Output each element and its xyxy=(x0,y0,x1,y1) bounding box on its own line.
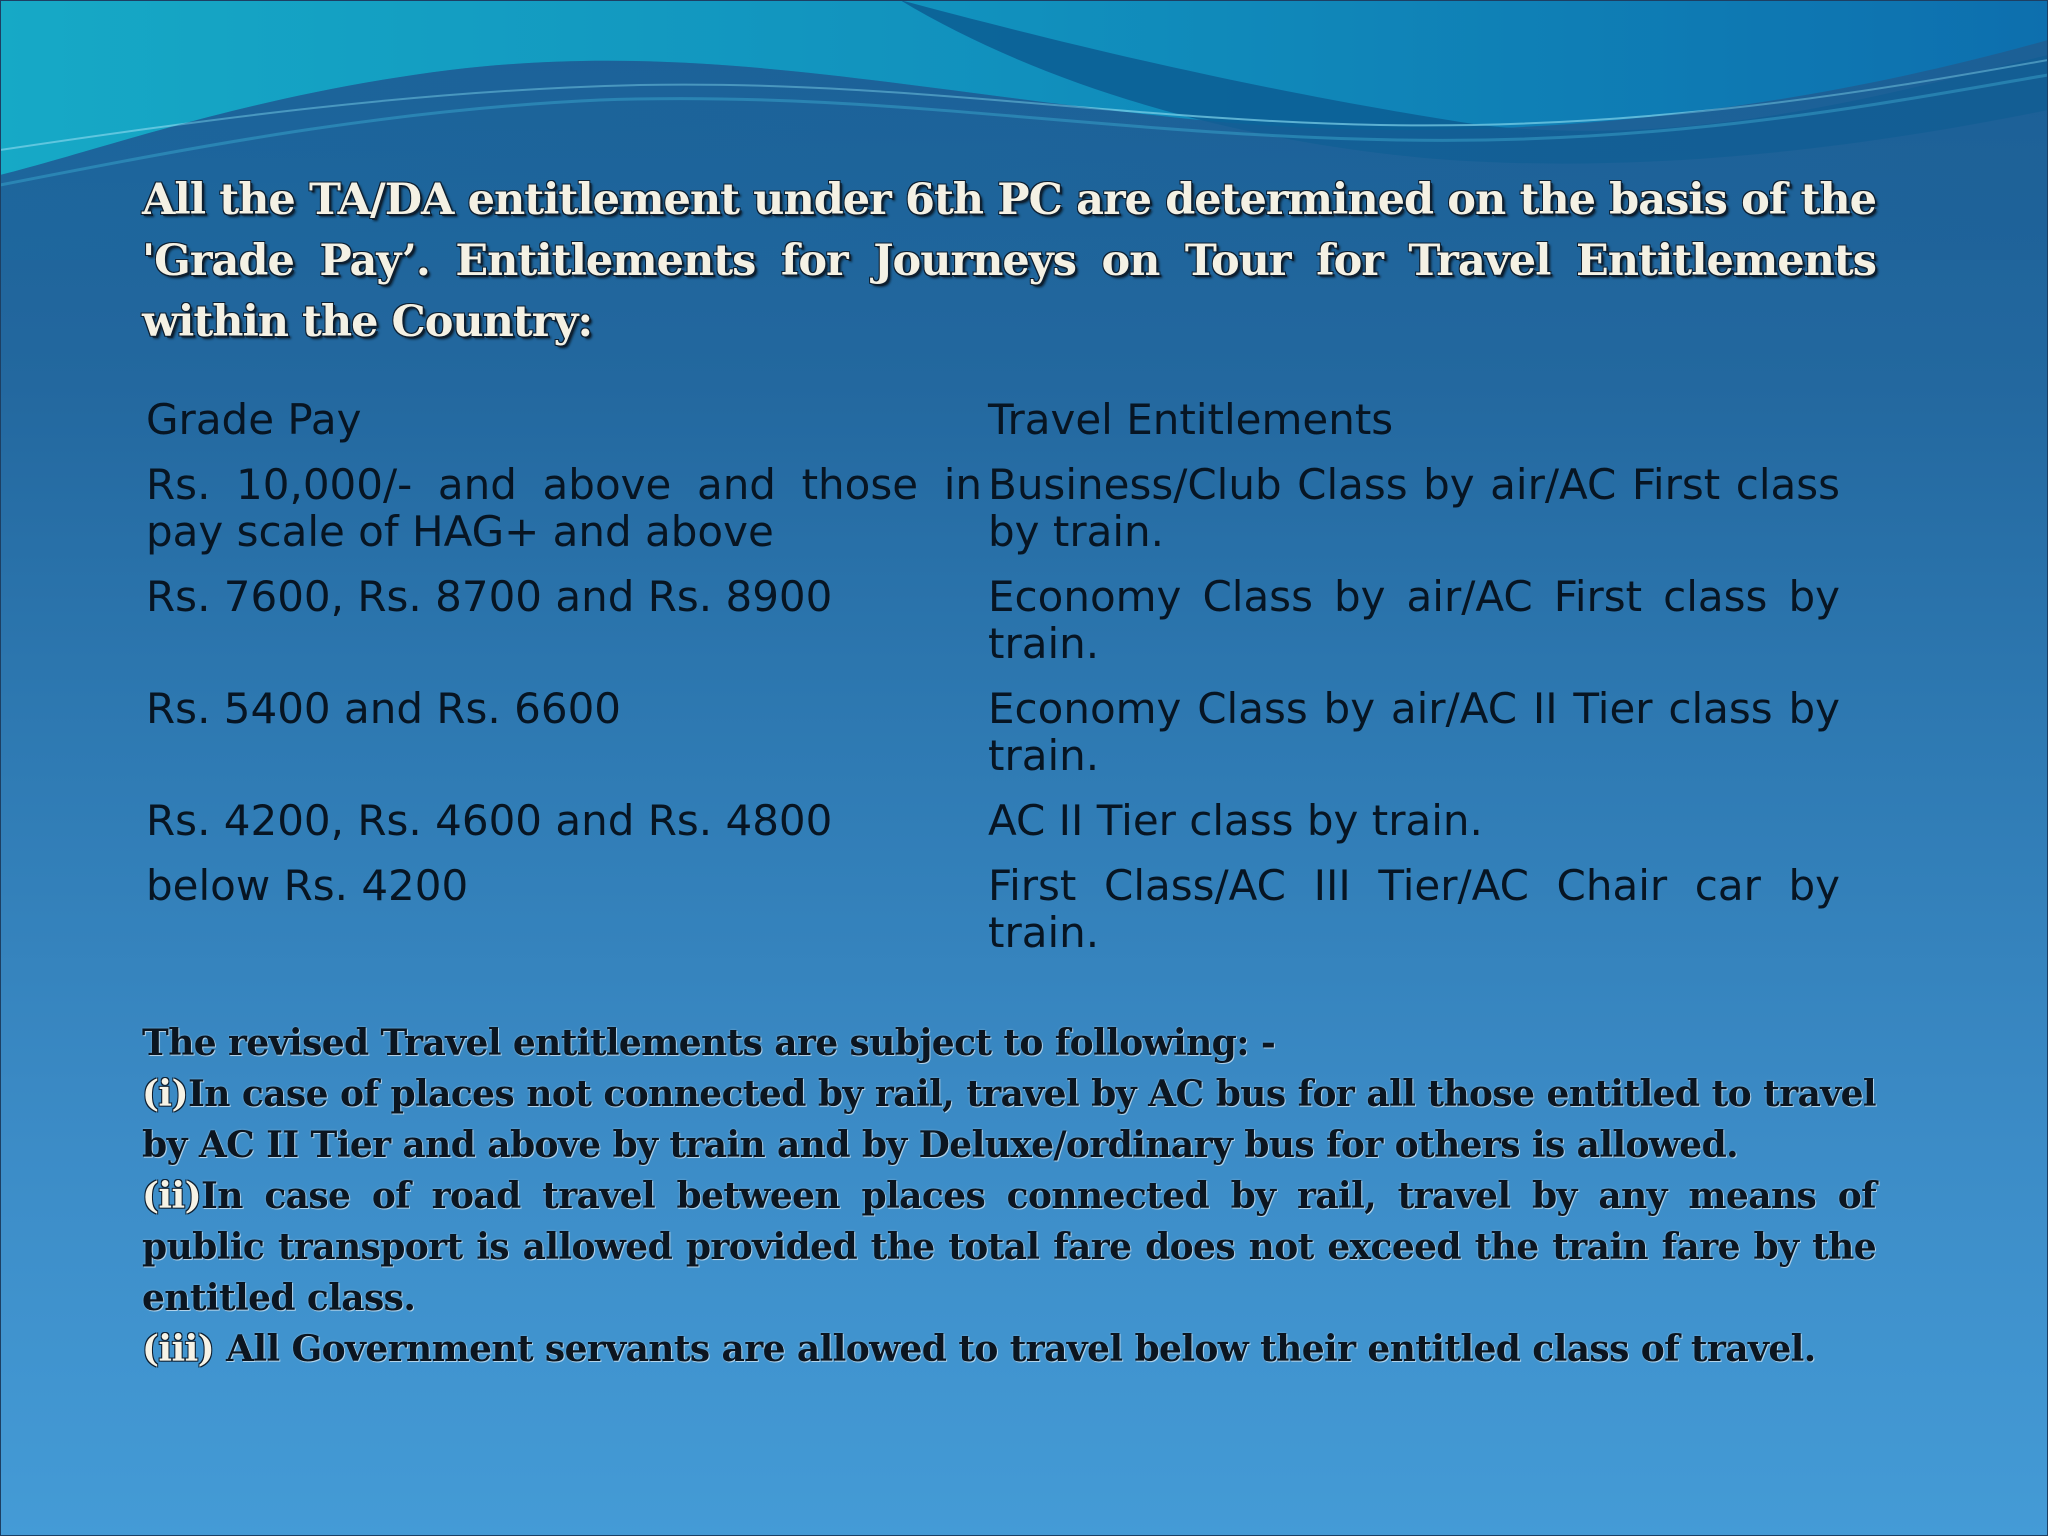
notes-intro: The revised Travel entitlements are subject to following: - xyxy=(142,1022,1276,1064)
grade-pay-cell: Rs. 10,000/- and above and those in pay scale of HAG+ and above xyxy=(146,460,982,556)
entitlement-cell: First Class/AC III Tier/AC Chair car by train. xyxy=(988,861,1840,957)
grade-pay-cell: Rs. 4200, Rs. 4600 and Rs. 4800 xyxy=(146,796,833,845)
note-item xyxy=(142,1069,1876,1171)
note-text: In case of road travel between places connected by rail, travel by any means of public transport is allowed provided the total fare does not exceed the train fare by the entitled class. xyxy=(142,1175,1876,1319)
table-header-row xyxy=(146,396,1840,461)
table-row xyxy=(146,461,1840,573)
entitlement-notes xyxy=(142,1018,1876,1375)
note-marker: (iii) xyxy=(142,1328,215,1370)
entitlement-cell: Economy Class by air/AC II Tier class by train. xyxy=(988,684,1840,780)
column-header-grade-pay: Grade Pay xyxy=(146,395,362,444)
note-item xyxy=(142,1171,1876,1324)
grade-pay-cell: below Rs. 4200 xyxy=(146,861,469,910)
entitlement-cell: Economy Class by air/AC First class by train. xyxy=(988,572,1840,668)
note-text: In case of places not connected by rail, travel by AC bus for all those entitled to travel by AC II Tier and above by train and by Deluxe/ordinary bus for others is allowed. xyxy=(142,1073,1876,1166)
table-row xyxy=(146,862,1840,974)
note-item xyxy=(142,1324,1876,1375)
grade-pay-cell: Rs. 7600, Rs. 8700 and Rs. 8900 xyxy=(146,572,833,621)
table-row xyxy=(146,573,1840,685)
entitlement-cell: AC II Tier class by train. xyxy=(988,796,1483,845)
table-row xyxy=(146,797,1840,862)
note-marker: (i) xyxy=(142,1073,188,1115)
entitlement-cell: Business/Club Class by air/AC First class by train. xyxy=(988,460,1840,556)
table-row xyxy=(146,685,1840,797)
note-marker: (ii) xyxy=(142,1175,202,1217)
entitlements-table xyxy=(146,396,1840,974)
slide-heading: All the TA/DA entitlement under 6th PC are determined on the basis of the 'Grade Pay’. Entitlements for Journeys on Tour for Travel Entitlements within the Country: xyxy=(142,175,1876,347)
column-header-travel-entitlements: Travel Entitlements xyxy=(988,395,1394,444)
note-text: All Government servants are allowed to travel below their entitled class of travel. xyxy=(214,1328,1816,1370)
grade-pay-cell: Rs. 5400 and Rs. 6600 xyxy=(146,684,622,733)
